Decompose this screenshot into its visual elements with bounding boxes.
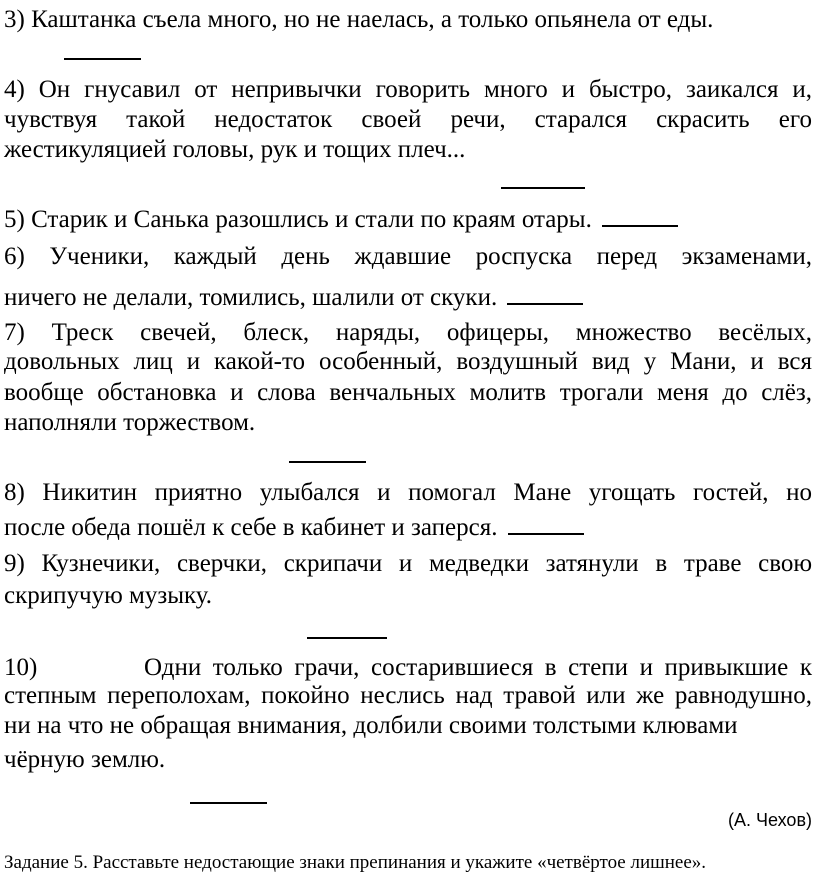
sentence-4-line-2: чувствуя такой недостаток своей речи, старался скрасить его (4, 106, 812, 133)
item-number: 6) (4, 243, 25, 270)
answer-blank-10[interactable] (190, 802, 267, 804)
sentence-10-line-1 (4, 652, 812, 683)
sentence-6-line-1 (4, 241, 812, 272)
sentence-3 (4, 4, 812, 35)
sentence-9-line-2: скрипучую музыку. (4, 582, 213, 609)
item-number: 9) (4, 550, 25, 577)
sentence-8-line-1 (4, 477, 812, 508)
sentence-7-line-3: вообще обстановка и слова венчальных молитв трогали меня до слёз, (4, 379, 812, 406)
answer-blank-9[interactable] (307, 637, 387, 639)
sentence-7-line-2: довольных лиц и какой-то особенный, воздушный вид у Мани, и вся (4, 348, 812, 375)
sentence-text: Треск свечей, блеск, наряды, офицеры, множество весёлых, (51, 319, 812, 346)
item-number: 10) (4, 654, 38, 681)
answer-blank-6[interactable] (507, 303, 583, 305)
sentence-4-line-1 (4, 74, 812, 105)
sentence-text: Он гнусавил от непривычки говорить много и быстро, заикался и, (38, 76, 812, 103)
sentence-9-line-1 (4, 548, 812, 579)
sentence-6-line-2 (4, 282, 812, 313)
answer-blank-4[interactable] (501, 187, 585, 189)
sentence-7-line-1 (4, 317, 812, 348)
sentence-5 (4, 204, 812, 235)
source-attribution: (А. Чехов) (728, 810, 812, 830)
sentence-8-line-2 (4, 512, 812, 543)
sentence-text: Кузнечики, сверчки, скрипачи и медведки затянули в траве свою (41, 550, 813, 577)
answer-blank-5[interactable] (602, 225, 678, 227)
task-instruction: Задание 5. Расставьте недостающие знаки препинания и укажите «четвёртое лишнее». (4, 852, 707, 873)
item-number: 5) (4, 206, 25, 233)
sentence-10-line-3: ни на что не обращая внимания, долбили своими толстыми клювами (4, 712, 738, 739)
sentence-text: Старик и Санька разошлись и стали по краям отары. (31, 206, 592, 233)
sentence-10-line-4: чёрную землю. (4, 746, 166, 773)
answer-blank-8[interactable] (508, 533, 584, 535)
sentence-text: ничего не делали, томились, шалили от скуки. (4, 284, 498, 311)
sentence-text: после обеда пошёл к себе в кабинет и заперся. (4, 514, 498, 541)
sentence-text: Каштанка съела много, но не наелась, а только опьянела от еды. (31, 6, 714, 33)
sentence-text: Одни только грачи, состарившиеся в степи и привыкшие к (144, 654, 812, 681)
item-number: 7) (4, 319, 25, 346)
answer-blank-3[interactable] (64, 58, 141, 60)
sentence-10-line-2: степным переполохам, покойно неслись над травой или же равнодушно, (4, 682, 812, 709)
sentence-text: Никитин приятно улыбался и помогал Мане угощать гостей, но (42, 479, 812, 506)
sentence-7-line-4: наполняли торжеством. (4, 409, 256, 436)
item-number: 4) (4, 76, 25, 103)
sentence-4-line-3: жестикуляцией головы, рук и тощих плеч... (4, 136, 466, 163)
item-number: 3) (4, 6, 25, 33)
answer-blank-7[interactable] (289, 461, 366, 463)
sentence-text: Ученики, каждый день ждавшие роспуска перед экзаменами, (49, 243, 813, 270)
item-number: 8) (4, 479, 25, 506)
